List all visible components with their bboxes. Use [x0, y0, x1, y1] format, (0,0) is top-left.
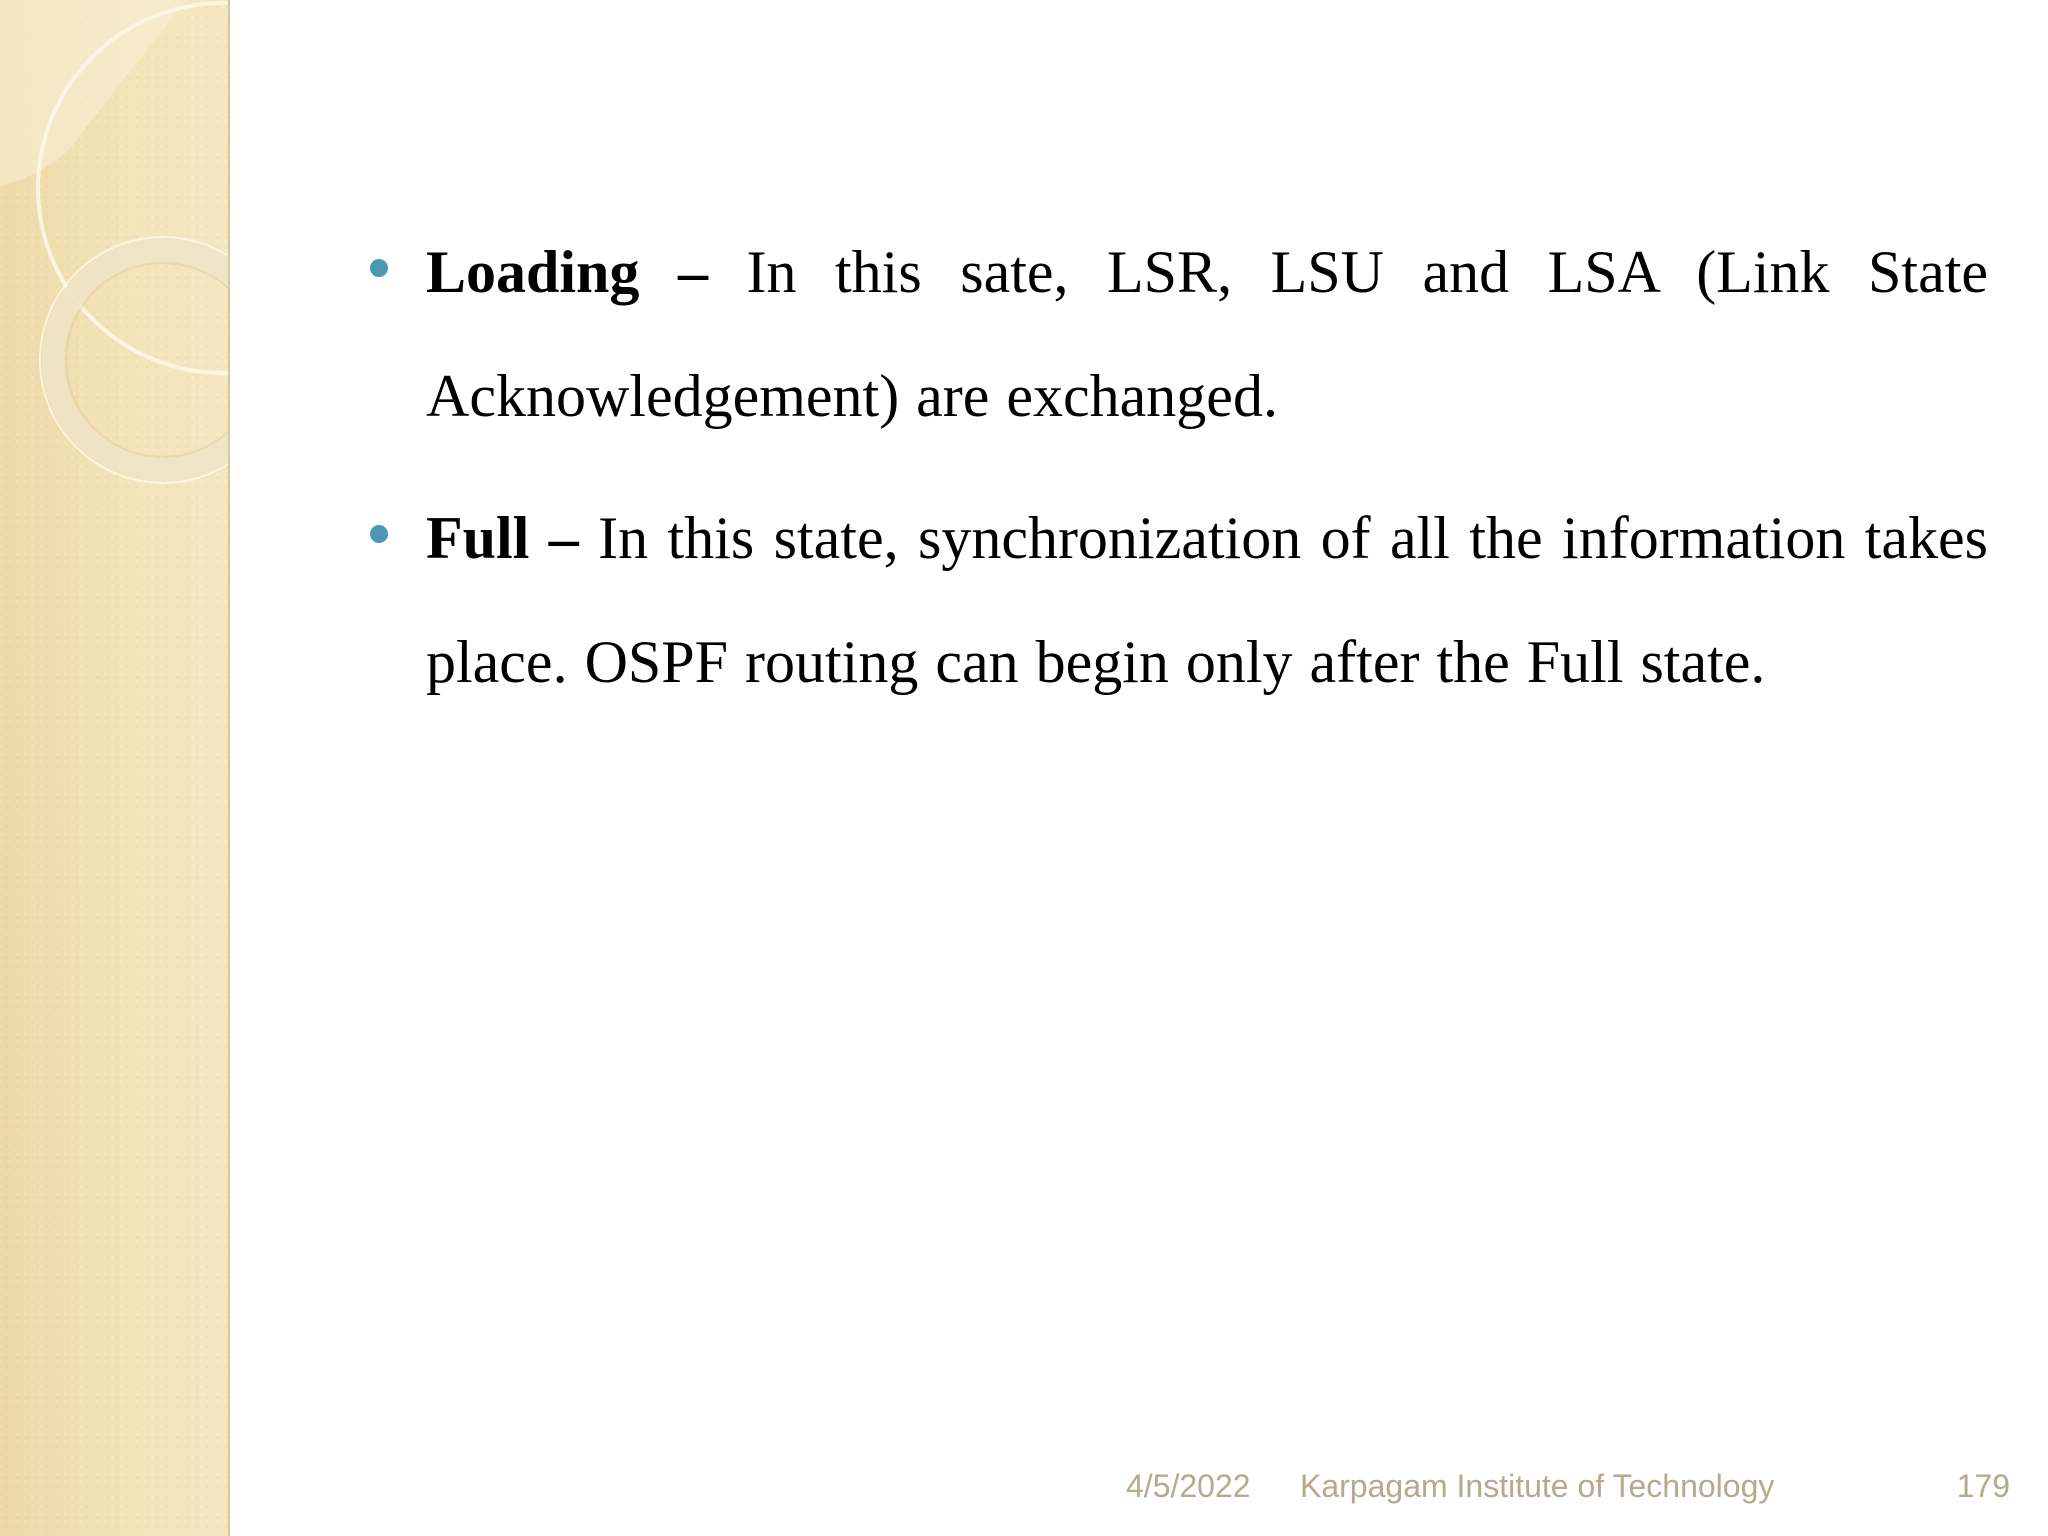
decorative-rings	[0, 0, 228, 1536]
slide-content	[360, 210, 1988, 724]
bullet-description-full: In this state, synchronization of all the information takes place. OSPF routing can begin only after the Full state.	[426, 505, 1988, 695]
footer-page-number: 179	[1956, 1468, 2010, 1504]
bullet-loading	[360, 210, 1988, 458]
bullet-text-loading	[426, 210, 1988, 458]
bullet-description-loading: In this sate, LSR, LSU and LSA (Link State Acknowledgement) are exchanged.	[426, 239, 1989, 429]
footer-organization: Karpagam Institute of Technology	[1300, 1468, 1775, 1504]
bullet-text-full	[426, 476, 1988, 724]
bullet-term-full: Full –	[426, 505, 579, 571]
bullet-dot-icon	[370, 525, 388, 543]
footer-date: 4/5/2022	[1126, 1468, 1251, 1504]
bullet-term-loading: Loading –	[426, 239, 708, 305]
bullet-dot-icon	[370, 259, 388, 277]
decorative-sidebar	[0, 0, 230, 1536]
bullet-full	[360, 476, 1988, 724]
